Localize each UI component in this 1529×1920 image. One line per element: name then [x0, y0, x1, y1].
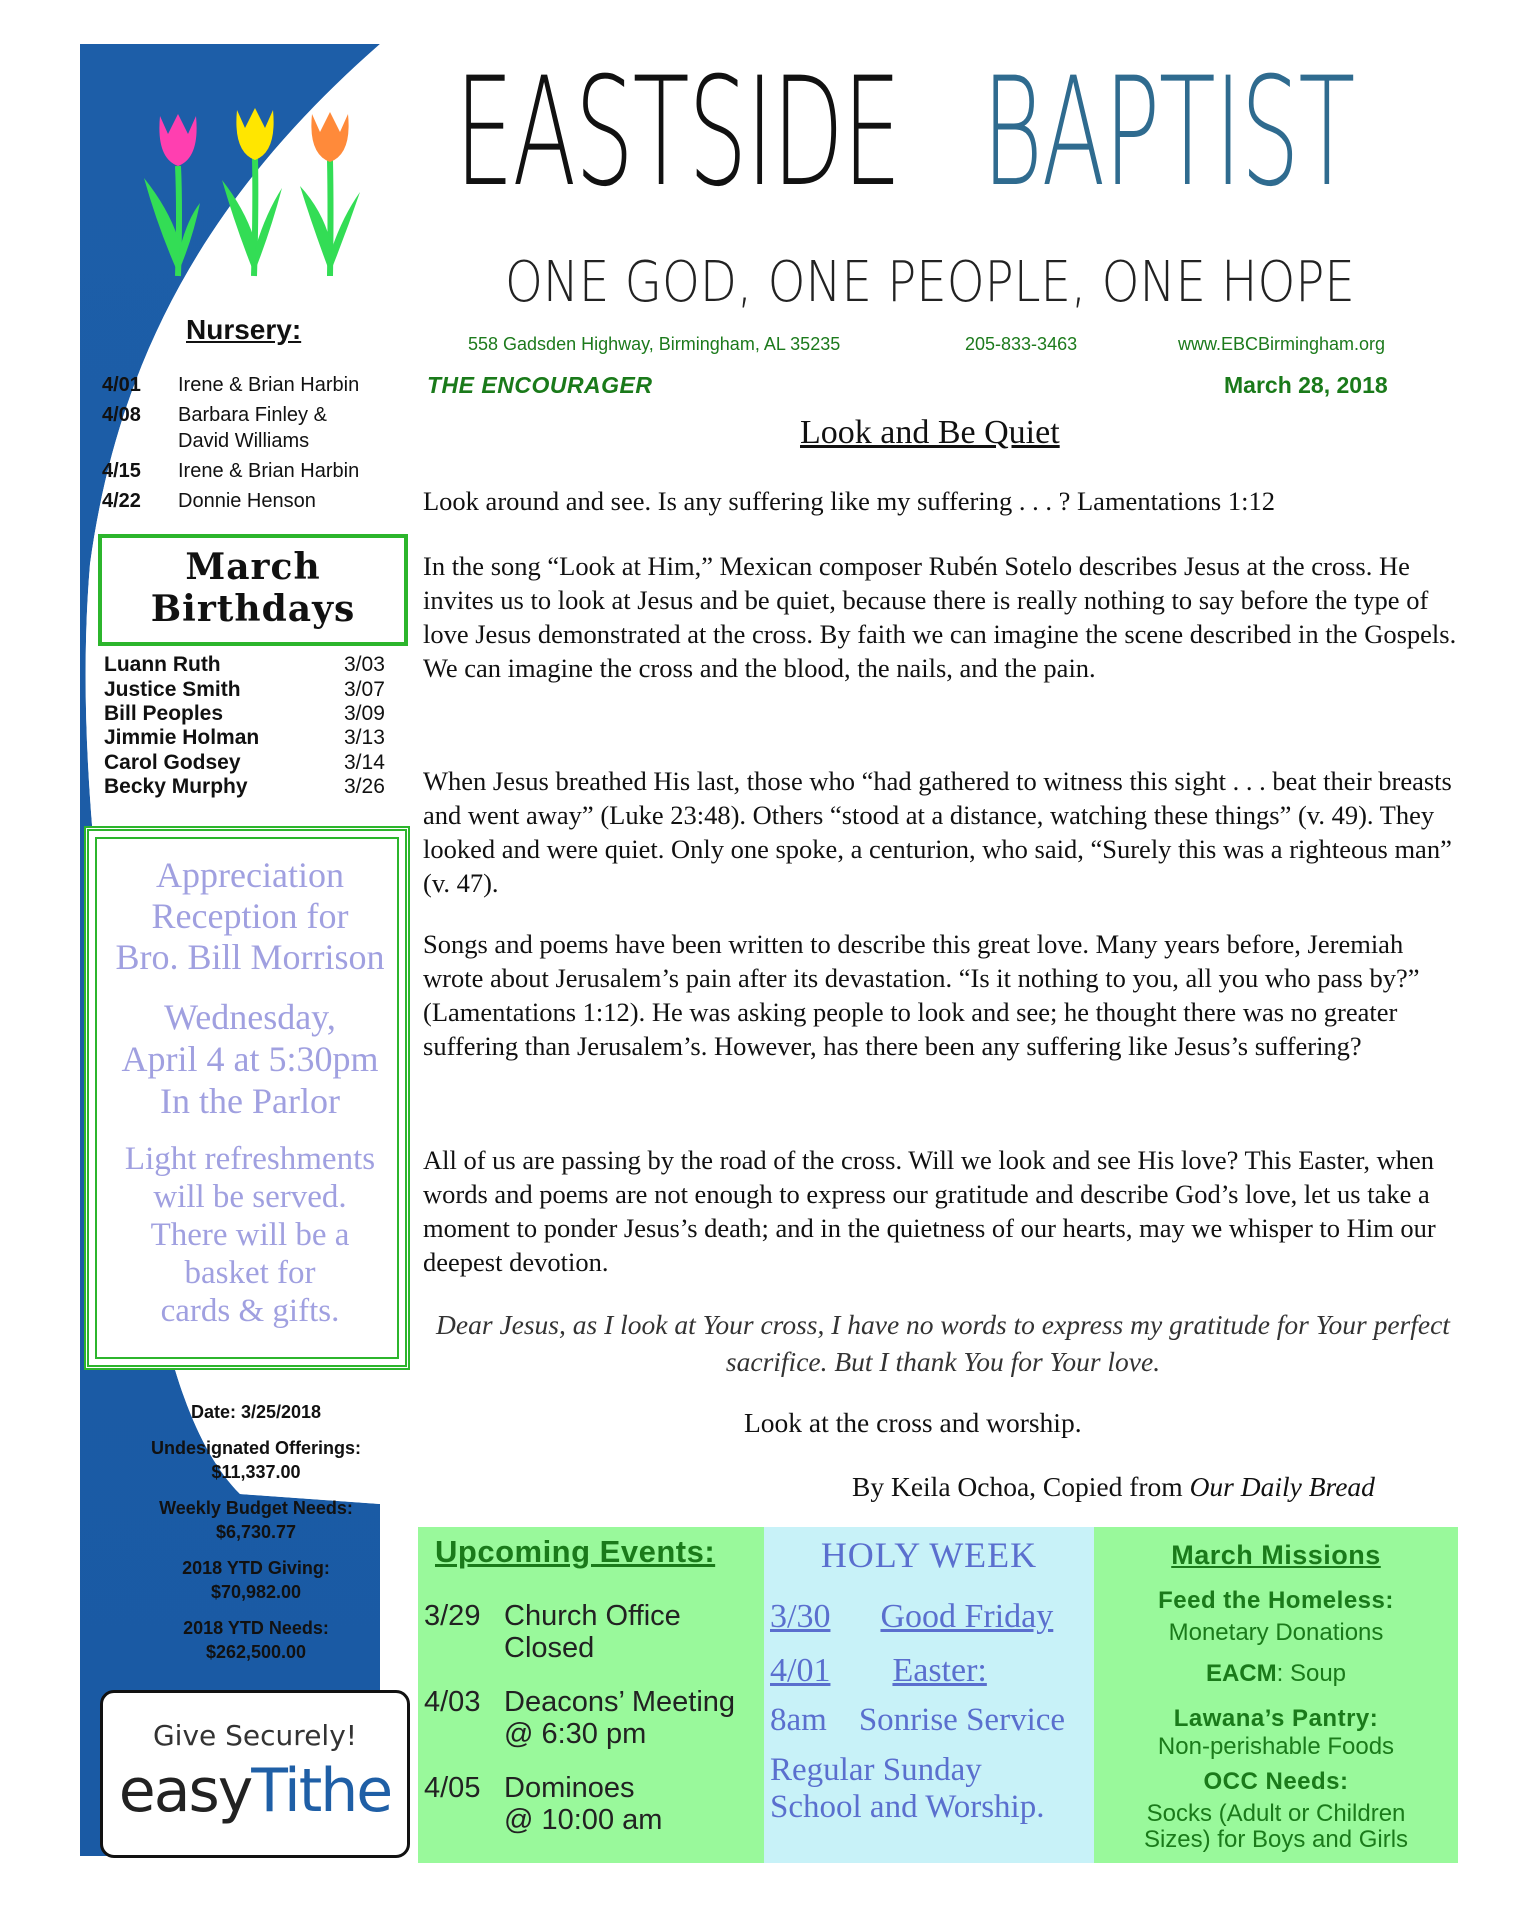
event-text: Deacons’ Meeting — [504, 1686, 736, 1718]
prayer: Dear Jesus, as I look at Your cross, I have no words to express my gratitude for Your perfect sacrifice. But I thank You for Your love. — [436, 1309, 1450, 1377]
appreciation-line: cards & gifts. — [160, 1293, 340, 1329]
undesignated-value: $11,337.00 — [211, 1462, 301, 1482]
tulip-yellow-icon — [222, 108, 282, 276]
nursery-names: Barbara Finley & — [178, 404, 327, 426]
appreciation-line: will be served. — [153, 1179, 347, 1215]
event-item — [424, 1772, 662, 1836]
birthday-name: Luann Ruth — [104, 653, 221, 676]
appreciation-line: Reception for — [151, 896, 349, 936]
nursery-row — [102, 458, 359, 484]
article-paragraph: All of us are passing by the road of the cross. Will we look and see His love? This Easter, when words and poems are not enough to express our gratitude and describe God’s love, let us take a moment to ponder Jesus’s death; and in the quietness of our hearts, may we whisper to Him our deepest devotion. — [423, 1145, 1436, 1277]
nursery-date: 4/15 — [102, 460, 141, 482]
mission-heading: Feed the Homeless: — [1158, 1587, 1394, 1614]
birthdays-title: Birthdays — [150, 588, 356, 630]
birthday-name: Jimmie Holman — [104, 726, 260, 749]
birthdays-header-box — [98, 534, 408, 646]
ytd-giving-value: $70,982.00 — [210, 1582, 302, 1602]
birthday-date: 3/03 — [344, 653, 385, 676]
appreciation-line: Appreciation — [156, 855, 344, 895]
mission-text: : Soup — [1276, 1660, 1347, 1687]
nursery-names-cont: David Williams — [178, 430, 310, 452]
byline-source: Our Daily Bread — [1189, 1471, 1375, 1502]
event-date: 3/29 — [424, 1600, 481, 1632]
event-date: 4/05 — [424, 1772, 481, 1804]
easytithe-logo — [103, 1756, 407, 1826]
mission-heading: OCC Needs: — [1203, 1768, 1349, 1795]
event-text-cont: @ 6:30 pm — [504, 1718, 647, 1750]
mission-eacm — [1094, 1660, 1458, 1688]
birthday-row — [104, 678, 394, 703]
article-paragraph: In the song “Look at Him,” Mexican composer Rubén Sotelo describes Jesus at the cross. He invites us to look at Jesus and be quiet, because there is really nothing to say before the type of love Jesus demonstrated at the cross. By faith we can imagine the scene described in the Gospels. We can imagine the cross and the blood, the nails, and the pain. — [423, 551, 1457, 683]
birthday-name: Bill Peoples — [104, 702, 224, 725]
event-text-cont: Closed — [504, 1632, 595, 1664]
nursery-names: Irene & Brian Harbin — [178, 460, 360, 482]
mission-text: Monetary Donations — [1168, 1619, 1384, 1646]
tulip-orange-icon — [300, 112, 360, 276]
appreciation-line: In the Parlor — [160, 1081, 340, 1121]
church-name-baptist: BAPTIST — [982, 46, 1354, 220]
regular-sunday-line: Regular Sunday — [770, 1752, 982, 1788]
holy-week-title: HOLY WEEK — [820, 1535, 1038, 1575]
birthday-date: 3/09 — [344, 702, 385, 725]
sonrise-label: Sonrise Service — [858, 1702, 1066, 1738]
birthday-name: Carol Godsey — [104, 751, 241, 774]
nursery-row — [102, 402, 327, 454]
sonrise-row — [770, 1702, 1065, 1739]
nursery-names: Donnie Henson — [178, 490, 316, 512]
appreciation-line: Bro. Bill Morrison — [115, 937, 385, 977]
birthday-date: 3/07 — [344, 678, 385, 701]
article-title: Look and Be Quiet — [800, 414, 1060, 451]
sonrise-time: 8am — [770, 1702, 827, 1738]
ytd-needs-label: 2018 YTD Needs: — [183, 1618, 329, 1638]
byline-text: By Keila Ochoa, Copied from — [852, 1471, 1190, 1502]
ytd-needs-value: $262,500.00 — [205, 1642, 307, 1662]
newsletter-title: THE ENCOURAGER — [427, 372, 653, 398]
birthday-date: 3/26 — [344, 775, 385, 798]
give-securely-label: Give Securely! — [152, 1719, 357, 1752]
birthday-row — [104, 775, 394, 800]
birthday-name: Becky Murphy — [104, 775, 248, 798]
phone: 205-833-3463 — [965, 334, 1078, 354]
nursery-row — [102, 488, 316, 514]
church-name — [455, 38, 1455, 228]
appreciation-line: There will be a — [150, 1217, 350, 1253]
good-friday-date: 3/30 — [770, 1598, 831, 1635]
church-name-eastside: EASTSIDE — [455, 46, 901, 220]
undesignated-label: Undesignated Offerings: — [150, 1438, 361, 1458]
appreciation-line: basket for — [184, 1255, 316, 1291]
address: 558 Gadsden Highway, Birmingham, AL 35235 — [468, 334, 841, 354]
upcoming-events-title: Upcoming Events: — [435, 1534, 716, 1569]
birthday-row — [104, 702, 394, 727]
mission-text: Socks (Adult or Children — [1146, 1800, 1406, 1827]
birthday-name: Justice Smith — [104, 678, 241, 701]
article-paragraph: Songs and poems have been written to describe this great love. Many years before, Jeremiah wrote about Jerusalem’s pain after its devastation. “Is it nothing to you, all you who pass by?” (Lamentations 1:12). He was asking people to look and see; he thought there was no greater suffering than Jerusalem’s. However, has there been any suffering like Jesus’s suffering? — [423, 929, 1420, 1061]
article-paragraph: When Jesus breathed His last, those who “had gathered to witness this sight . . . beat their breasts and went away” (Luke 23:48). Others “stood at a distance, watching these things” (v. 49). They looked and were quiet. Only one spoke, a centurion, who said, “Surely this was a righteous man” (v. 47). — [423, 766, 1452, 898]
event-text: Church Office — [504, 1600, 681, 1632]
closing-line: Look at the cross and worship. — [744, 1407, 1082, 1438]
birthday-row — [104, 653, 394, 678]
mission-heading: Lawana’s Pantry: — [1173, 1705, 1379, 1732]
good-friday-row — [770, 1598, 1053, 1636]
nursery-date: 4/01 — [102, 374, 141, 396]
nursery-names: Irene & Brian Harbin — [178, 374, 360, 396]
birthday-row — [104, 726, 394, 751]
birthday-date: 3/14 — [344, 751, 385, 774]
easytithe-logo-easy: easy — [118, 1756, 252, 1826]
nursery-date: 4/08 — [102, 404, 141, 426]
birthdays-title-month: March — [185, 546, 321, 588]
nursery-row — [102, 372, 359, 398]
good-friday-label: Good Friday — [880, 1598, 1054, 1635]
event-date: 4/03 — [424, 1686, 481, 1718]
nursery-date: 4/22 — [102, 490, 141, 512]
weekly-budget-value: $6,730.77 — [215, 1522, 297, 1542]
birthday-row — [104, 751, 394, 776]
birthday-date: 3/13 — [344, 726, 385, 749]
easytithe-button[interactable] — [100, 1690, 410, 1858]
issue-date: March 28, 2018 — [1224, 372, 1388, 398]
scripture-verse: Look around and see. Is any suffering like my suffering . . . ? Lamentations 1:12 — [423, 486, 1275, 516]
event-text: Dominoes — [504, 1772, 635, 1804]
regular-sunday-line-cont: School and Worship. — [770, 1789, 1045, 1825]
appreciation-line: April 4 at 5:30pm — [121, 1039, 379, 1079]
ytd-giving-label: 2018 YTD Giving: — [182, 1558, 330, 1578]
appreciation-line: Wednesday, — [164, 997, 336, 1037]
website-link[interactable]: www.EBCBirmingham.org — [1178, 334, 1386, 354]
byline — [852, 1471, 1375, 1503]
appreciation-line: Light refreshments — [124, 1141, 376, 1177]
event-text-cont: @ 10:00 am — [504, 1804, 663, 1836]
march-missions-title: March Missions — [1171, 1540, 1381, 1570]
event-item — [424, 1686, 735, 1750]
tulips-illustration — [138, 108, 368, 278]
easter-date: 4/01 — [770, 1652, 831, 1689]
event-item — [424, 1600, 681, 1664]
weekly-budget-label: Weekly Budget Needs: — [159, 1498, 353, 1518]
tulip-pink-icon — [144, 114, 200, 276]
easytithe-logo-tithe: Tithe — [251, 1756, 392, 1826]
easter-label: Easter: — [892, 1652, 987, 1689]
mission-text-cont: Sizes) for Boys and Girls — [1143, 1826, 1409, 1853]
offering-date: Date: 3/25/2018 — [190, 1402, 322, 1422]
mission-heading: EACM — [1205, 1660, 1277, 1687]
slogan: ONE GOD, ONE PEOPLE, ONE HOPE — [505, 250, 1355, 315]
mission-text: Non-perishable Foods — [1157, 1733, 1395, 1760]
easter-row — [770, 1652, 987, 1690]
nursery-title: Nursery: — [186, 314, 302, 345]
